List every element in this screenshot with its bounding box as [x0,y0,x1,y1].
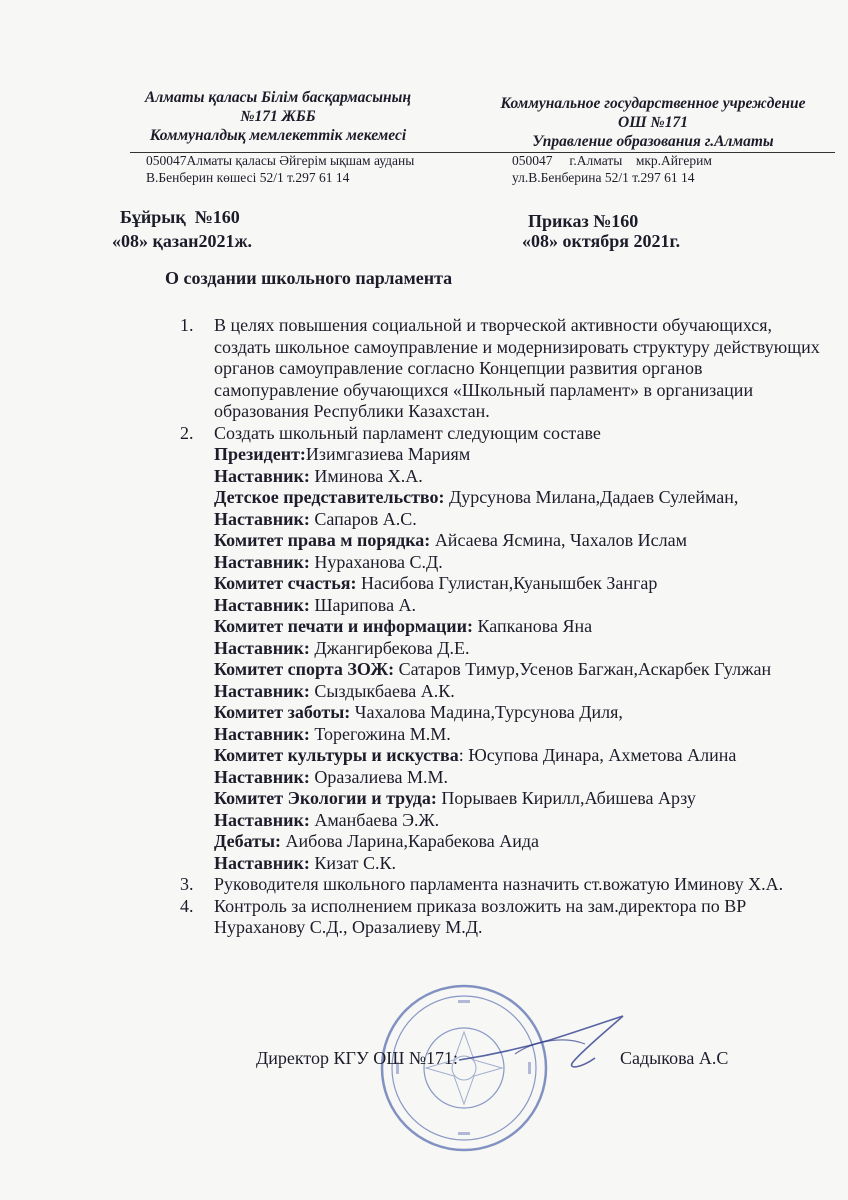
order-date-russian: «08» октября 2021г. [522,231,681,251]
item-number: 1. [180,315,194,335]
order-number-kazakh: Бұйрық №160 [120,207,240,227]
director-name: Садыкова А.С [620,1048,729,1068]
member-role: Наставник: [214,809,310,830]
member-line [214,552,830,574]
member-line [214,466,830,488]
header-left-line: Алматы қаласы Білім басқармасының [145,89,411,106]
member-line [214,659,830,681]
member-role: Дебаты: [214,831,282,851]
item-number: 4. [180,895,194,916]
member-line [214,530,830,552]
address-left-line: В.Бенберин көшесі 52/1 т.297 61 14 [146,170,350,185]
member-names: Иминова Х.А. [309,465,423,486]
member-line [214,788,830,810]
member-role: Наставник: [214,551,310,572]
address-right [512,152,712,186]
item-text: Контроль за исполнением приказа возложить на зам.директора по ВР Нураханову С.Д., Оразалиеву М.Д. [214,895,747,937]
list-item [180,896,830,939]
member-line [214,638,830,660]
address-left-line: 050047Алматы қаласы Әйгерім ықшам ауданы [146,153,415,168]
parliament-members [214,444,830,874]
header-left-line: Коммуналдық мемлекеттік мекемесі [149,127,407,144]
member-names: Сыздыкбаева А.К. [309,680,455,701]
header-left-line: №171 ЖББ [240,108,316,125]
member-role: Комитет культуры и искуства [214,745,459,765]
member-names: Кизат С.К. [309,852,397,873]
member-role: Наставник: [214,723,310,744]
member-role: Наставник: [214,594,310,615]
member-role: Наставник: [214,465,310,486]
member-role: Комитет права м порядка: [214,530,431,550]
item-text: Руководителя школьного парламента назначить ст.вожатую Иминову Х.А. [214,874,784,894]
member-role: Наставник: [214,637,310,658]
member-line [214,831,830,853]
header-right-line: Управление образования г.Алматы [532,133,774,150]
item-text: В целях повышения социальной и творческой активности обучающихся, создать школьное самоуправление и модернизировать структуру действующих органов самоуправление согласно Концепции развития органов самопуравление обучающихся «Школьный парламент» в организации образования Республики Казахстан. [214,315,820,421]
member-role: Комитет заботы: [214,702,351,722]
item-number: 3. [180,874,194,894]
member-role: Детское представительство: [214,487,445,507]
address-left [146,152,414,186]
member-role: Президент: [214,444,306,464]
member-names: Оразалиева М.М. [309,766,449,787]
member-role: Наставник: [214,766,310,787]
member-line [214,724,830,746]
member-names: Дурсунова Милана,Дадаев Сулейман, [444,487,739,507]
director-title: Директор КГУ ОШ №171: [256,1048,459,1068]
address-right-line: ул.В.Бенберина 52/1 т.297 61 14 [512,170,695,185]
member-line [214,573,830,595]
header-right [478,94,828,151]
member-role: Комитет спорта ЗОЖ: [214,659,395,679]
member-names: Джангирбекова Д.Е. [309,637,470,658]
header-left [118,88,438,145]
list-item [180,423,830,875]
member-line [214,767,830,789]
header-right-line: ОШ №171 [618,114,688,131]
member-role: Комитет печати и информации: [214,616,473,636]
member-role: Наставник: [214,508,310,529]
document-title: О создании школьного парламента [165,268,453,288]
member-names: Изимгазиева Мариям [305,444,471,464]
member-names: Аибова Ларина,Карабекова Аида [281,831,540,851]
member-line [214,702,830,724]
member-line [214,853,830,875]
member-line [214,616,830,638]
member-line [214,745,830,767]
member-names: Торегожина М.М. [309,723,451,744]
item-number: 2. [180,422,194,443]
member-names: Шарипова А. [309,594,417,615]
member-names: Сатаров Тимур,Усенов Багжан,Аскарбек Гулжан [394,659,772,679]
member-names: Аманбаева Э.Ж. [309,809,440,830]
member-line [214,810,830,832]
member-line [214,444,830,466]
member-role: Комитет Экологии и труда: [214,788,437,808]
member-names: Айсаева Ясмина, Чахалов Ислам [430,530,687,550]
list-item [180,874,830,896]
header-right-line: Коммунальное государственное учреждение [500,95,806,112]
member-role: Наставник: [214,680,310,701]
address-right-line: 050047 г.Алматы мкр.Айгерим [512,153,712,168]
member-names: Насибова Гулистан,Куанышбек Зангар [356,573,658,593]
member-role: Комитет счастья: [214,573,357,593]
member-names: Сапаров А.С. [309,508,417,529]
item-text: Создать школьный парламент следующим составе [214,422,601,443]
member-names: Порываев Кирилл,Абишева Арзу [436,788,696,808]
list-item [180,315,830,423]
member-names: Капканова Яна [472,616,593,636]
member-names: Чахалова Мадина,Турсунова Диля, [350,702,623,722]
order-date-kazakh: «08» қазан2021ж. [112,231,253,251]
director-signature [455,1010,630,1085]
member-line [214,487,830,509]
order-number-russian: Приказ №160 [528,211,639,231]
member-line [214,681,830,703]
member-line [214,595,830,617]
member-role: Наставник: [214,852,310,873]
member-line [214,509,830,531]
member-names: Нураханова С.Д. [309,551,443,572]
member-names: : Юсупова Динара, Ахметова Алина [458,745,737,765]
order-items [180,315,830,939]
